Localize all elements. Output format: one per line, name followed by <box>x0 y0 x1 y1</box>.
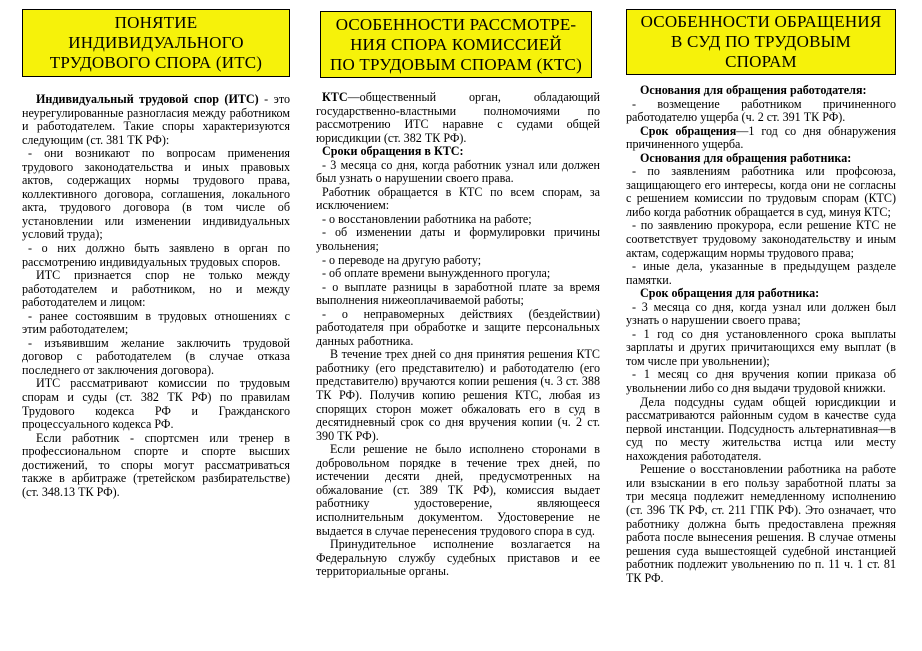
column-its-concept <box>22 0 290 651</box>
worker-deadlines-title <box>626 287 896 301</box>
worker-ground-1: - по заявлениям работника или профсоюза, защищающего его интересы, когда они не согласны с решением комиссии по трудовым спорам (КТС) либо когда работник обращается в суд, минуя КТС; <box>626 164 896 219</box>
its-parties-intro: ИТС признается спор не только между работодателем и работником, но и между работодателем и лицом: <box>22 268 290 310</box>
court-reinstatement: Решение о восстановлении работника на работе или взыскании в его пользу заработной платы за три месяца подлежит немедленному исполнению (ст. 396 ТК РФ, ст. 211 ГПК РФ). Это означает, что работнику должна быть предоставлена прежняя работа после вынесения решения. В случае отмены решения суда вышестоящей судебной инстанцией работник подлежит увольнению по п. 11 ч. 1 ст. 81 ТК РФ. <box>626 462 896 585</box>
kts-exception-3: - о переводе на другую работу; <box>322 252 482 267</box>
kts-exception-6: - о неправомерных действиях (бездействии) работодателя при обработке и защите персональных данных работника. <box>316 306 600 348</box>
worker-ground-2: - по заявлению прокурора, если решение КТС не соответствует трудовому законодательству и иным актам, содержащим нормы трудового права; <box>626 218 896 260</box>
kts-header: ОСОБЕННОСТИ РАССМОТРЕ- НИЯ СПОРА КОМИССИЕЙ ПО ТРУДОВЫМ СПОРАМ (КТС) <box>320 11 592 78</box>
its-definition-text: - это неурегулированные разногласия между работником и работодателем. Такие споры характеризуются следующим (ст. 381 ТК РФ): <box>22 92 290 147</box>
worker-deadline-3: - 1 месяц со дня вручения копии приказа об увольнении либо со дня выдачи трудовой книжки. <box>626 367 896 396</box>
its-reviewers: ИТС рассматривают комиссии по трудовым спорам и суды (ст. 382 ТК РФ) по правилам Трудового кодекса РФ и Гражданского процессуального кодекса РФ. <box>22 376 290 432</box>
kts-decision-copies: В течение трех дней со дня принятия решения КТС работнику (его представителю) и работодателю (его представителю) вручаются копии решения (ч. 3 ст. 388 ТК РФ). Получив копию решения КТС, любая из спорящих сторон может обжаловать его в суд в десятидневный срок со дня вручения копии (ч. 2 ст. 390 ТК РФ). <box>316 347 600 443</box>
kts-certificate: Если решение не было исполнено сторонами в добровольном порядке в течение трех дней, по истечении десяти дней, предусмотренных на обжалование (ст. 389 ТК РФ), комиссия выдает работнику удостоверение, являющееся исполнительным документом. Удостоверение не выдается в случае перенесения трудового спора в суд. <box>316 442 600 538</box>
worker-ground-3: - иные дела, указанные в предыдущем разделе памятки. <box>626 259 896 287</box>
worker-grounds-title <box>626 152 896 166</box>
its-concept-header: ПОНЯТИЕ ИНДИВИДУАЛЬНОГО ТРУДОВОГО СПОРА (ИТС) <box>22 9 290 77</box>
kts-enforcement: Принудительное исполнение возлагается на Федеральную службу судебных приставов и ее территориальные органы. <box>316 537 600 579</box>
kts-deadlines-title <box>316 145 600 159</box>
court-jurisdiction: Дела подсудны судам общей юрисдикции и рассматриваются районным судом в качестве суда первой инстанции. Подсудность альтернативная—в суд по месту жительства истца или месту нахождения работодателя. <box>626 394 896 463</box>
its-definition-term: Индивидуальный трудовой спор (ИТС) <box>36 92 259 106</box>
kts-exception-2: - об изменении даты и формулировки причины увольнения; <box>316 225 600 254</box>
kts-exceptions-intro: Работник обращается в КТС по всем спорам, за исключением: <box>316 184 600 213</box>
kts-definition-text: —общественный орган, обладающий государственно-властными полномочиями по рассмотрению ИТС наравне с судами общей юрисдикции (ст. 382 ТК РФ). <box>316 90 600 145</box>
its-athletes: Если работник - спортсмен или тренер в профессиональном спорте и спорте высших достижений, то споры могут рассматриваться также в арбитраже (третейском разбирательстве) (ст. 348.13 ТК РФ). <box>22 430 290 499</box>
its-party-1: - ранее состоявшим в трудовых отношениях с этим работодателем; <box>22 308 290 337</box>
employer-grounds-title <box>626 84 896 98</box>
kts-exception-4: - об оплате времени вынужденного прогула; <box>322 266 551 281</box>
kts-exception-5: - о выплате разницы в заработной плате за время выполнения нижеоплачиваемой работы; <box>316 279 600 308</box>
employer-deadline-text: —1 год со дня обнаружения причиненного ущерба. <box>626 123 897 152</box>
kts-deadlines-title-text: Сроки обращения в КТС: <box>322 144 464 159</box>
its-feature-2: - о них должно быть заявлено в орган по рассмотрению индивидуальных трудовых споров. <box>22 241 290 269</box>
column-court <box>626 0 896 651</box>
its-feature-1: - они возникают по вопросам применения трудового законодательства и иных правовых актов, содержащих нормы трудового права, коллективного договора, соглашения, локального акта, трудового договора (в том числе об установлении или изменении индивидуальных условий труда); <box>22 146 290 242</box>
its-definition <box>22 93 290 147</box>
column-kts <box>316 0 600 651</box>
worker-deadline-1: - 3 месяца со дня, когда узнал или должен был узнать о нарушении своего права; <box>626 299 896 328</box>
its-party-2: - изъявившим желание заключить трудовой договор с работодателем (в случае отказа последнего от заключения договора). <box>22 335 290 377</box>
employer-grounds: - возмещение работником причиненного работодателю ущерба (ч. 2 ст. 391 ТК РФ). <box>626 96 896 125</box>
worker-grounds-title-text: Основания для обращения работника: <box>640 150 852 165</box>
worker-deadline-2: - 1 год со дня установленного срока выплаты зарплаты и других причитающихся ему выплат (в том числе при увольнении); <box>626 326 896 368</box>
kts-text <box>316 91 600 579</box>
kts-exception-1: - о восстановлении работника на работе; <box>322 211 532 226</box>
court-text <box>626 84 896 585</box>
employer-deadline-term: Срок обращения <box>640 123 737 138</box>
its-concept-text <box>22 93 290 499</box>
worker-deadlines-title-text: Срок обращения для работника: <box>640 286 820 301</box>
kts-deadline-1: - 3 месяца со дня, когда работник узнал или должен был узнать о нарушении своего права. <box>316 157 600 186</box>
kts-definition <box>316 91 600 145</box>
kts-term: КТС <box>322 90 348 104</box>
court-header: ОСОБЕННОСТИ ОБРАЩЕНИЯ В СУД ПО ТРУДОВЫМ СПОРАМ <box>626 9 896 75</box>
employer-grounds-title-text: Основания для обращения работодателя: <box>640 83 867 97</box>
employer-deadline <box>626 125 896 152</box>
